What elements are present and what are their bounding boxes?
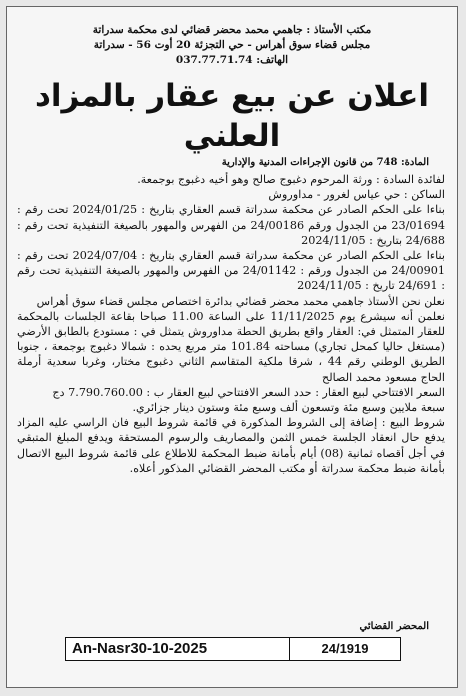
announcement-page xyxy=(6,6,458,688)
office-address: مجلس قضاء سوق أهراس - حي التجزئة 20 أوت 56 - سدراتة xyxy=(93,39,371,51)
publication-label: An-Nasr30-10-2025 xyxy=(66,638,290,660)
bailiff-statement: نعلن نحن الأستاذ جاهمي محمد محضر قضائي بدائرة اختصاص مجلس قضاء سوق أهراس xyxy=(36,294,445,308)
legal-reference: المادة: 748 من قانون الإجراءات المدنية والإدارية xyxy=(221,157,429,168)
office-name: مكتب الأستاذ : جاهمي محمد محضر قضائي لدى محكمة سدراتة xyxy=(92,24,372,36)
signature-label: المحضر القضائي xyxy=(359,621,429,632)
auction-details: نعلمن أنه سيشرع يوم 11/11/2025 على الساعة 11.00 صباحا بقاعة الجلسات بالمحكمة للعقار المتمثل في: العقار واقع بطريق الحطة مداوروش يتمثل في : مستودع بالطابق الأرضي (مستغل حاليا كمحل تجاري) مساحته 101.84 متر مربع يحده : شمالا دغبوج بوجمعة ، جنوبا الطريق الوطني رقم 44 ، شرقا ملكية المتقاسم الثاني دغبوج مختار، وغربا سعدية أرملة الحاج مسعود محمد الصالح xyxy=(17,309,446,384)
office-phone: الهاتف: 037.77.71.74 xyxy=(175,54,289,66)
price-in-words: سبعة ملايين وسبع مئة وتسعون ألف وسبع مئة وستون دينار جزائري. xyxy=(132,401,445,415)
opening-price: السعر الافتتاحي لبيع العقار : حدد السعر الافتتاحي لبيع العقار ب : 7.790.760.00 دج xyxy=(52,385,445,399)
announcement-body xyxy=(7,170,457,476)
announcement-title: اعلان عن بيع عقار بالمزاد العلني xyxy=(34,78,429,154)
residence: الساكن : حي عياس لغرور - مداوروش xyxy=(268,188,445,202)
beneficiaries: لفائدة السادة : ورثة المرحوم دغبوج صالح وهو أخيه دغبوج بوجمعة. xyxy=(137,173,445,186)
bailiff-office-header xyxy=(7,7,457,68)
sale-conditions: شروط البيع : إضافة إلى الشروط المذكورة في قائمة شروط البيع فان الراسي عليه المزاد يدفع حال انعقاد الجلسة خمس الثمن والمصاريف والرسوم المستحقة ويدفع المبلغ المتبقي في أجل أقصاه ثمانية (08) أيام بأمانة ضبط المحكمة للاطلاع على قائمة شروط البيع الاتصال بأمانة ضبط محكمة سدراتة أو مكتب المحضر القضائي المذكور أعلاه. xyxy=(17,416,445,475)
publication-number: 24/1919 xyxy=(321,641,369,656)
first-judgment: بناءا على الحكم الصادر عن محكمة سدراتة قسم العقاري بتاريخ : 2024/01/25 تحت رقم : 23/01694 من الجدول ورقم 24/00186 من الفهرس والمهور بالصيغة التنفيذية تحت رقم : 24/688 بتاريخ : 2024/11/05 xyxy=(17,203,446,247)
second-judgment: بناءا على الحكم الصادر عن محكمة سدراتة قسم العقاري بتاريخ : 2024/07/04 تحت رقم : 24/00901 من الجدول ورقم : 24/01142 من الفهرس والمهور بالصيغة التنفيذية تحت رقم : 24/691 تاريخ : 2024/11/05 xyxy=(17,249,445,293)
publication-footer xyxy=(65,637,401,661)
